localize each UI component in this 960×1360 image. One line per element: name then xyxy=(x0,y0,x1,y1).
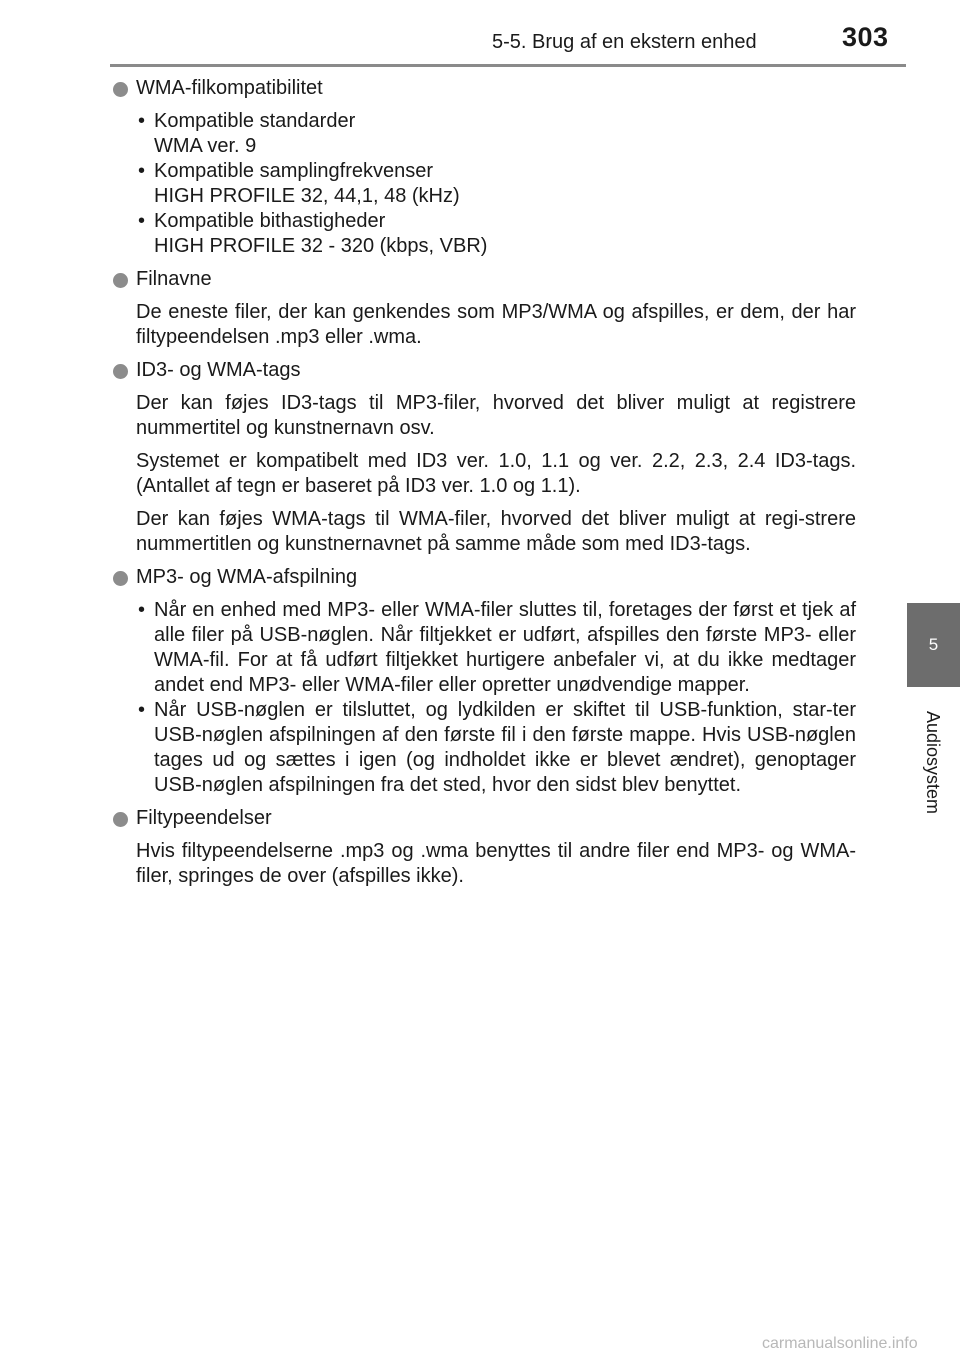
bullet-dot-icon xyxy=(113,364,128,379)
section-heading-filenames: Filnavne xyxy=(112,267,856,292)
bullet-icon: • xyxy=(138,599,146,621)
page-header xyxy=(0,0,906,62)
page-number: 303 xyxy=(842,22,889,52)
section-title: 5-5. Brug af en ekstern enhed xyxy=(492,31,757,53)
bullet-dot-icon xyxy=(113,571,128,586)
section-heading-extensions: Filtypeendelser xyxy=(112,806,856,831)
chapter-number: 5 xyxy=(928,635,939,654)
paragraph: Der kan føjes ID3-tags til MP3-filer, hvorved det bliver muligt at registrere nummertitel og kunstnernavn osv. xyxy=(136,392,856,439)
paragraph: De eneste filer, der kan genkendes som MP3/WMA og afspilles, er dem, der har filtypeendelsen .mp3 eller .wma. xyxy=(136,301,856,348)
list-item: • Kompatible bithastigheder HIGH PROFILE 32 - 320 (kbps, VBR) xyxy=(138,210,488,257)
bullet-icon: • xyxy=(138,160,146,182)
paragraph: Der kan føjes WMA-tags til WMA-filer, hvorved det bliver muligt at regi-strere nummertitlen og kunstnernavnet på samme måde som med ID3-tags. xyxy=(136,508,856,555)
list-item: • Når USB-nøglen er tilsluttet, og lydkilden er skiftet til USB-funktion, star-ter USB-nøglen afspilningen af den første fil i den første mappe. Hvis USB-nøglen tages ud og sættes i igen (og indholdet ikke er blevet ændret), genoptager USB-nøglen afspilningen fra det sted, hvor den sidst blev benyttet. xyxy=(138,699,856,796)
section-heading-playback: MP3- og WMA-afspilning xyxy=(112,565,856,590)
chapter-title: Audiosystem xyxy=(923,710,944,814)
bullet-icon: • xyxy=(138,699,146,721)
playback-list xyxy=(136,598,856,798)
list-item: • Kompatible samplingfrekvenser HIGH PROFILE 32, 44,1, 48 (kHz) xyxy=(138,160,460,207)
header-divider xyxy=(110,64,906,67)
bullet-dot-icon xyxy=(113,82,128,97)
list-item: • Når en enhed med MP3- eller WMA-filer sluttes til, foretages der først et tjek af alle filer på USB-nøglen. Når filtjekket er udført, afspilles den første MP3- eller WMA-fil. For at få udført filtjekket hurtigere anbefaler vi, at du ikke medtager andet end MP3- eller WMA-filer eller opretter unødvendige mapper. xyxy=(138,599,856,696)
section-heading-tags: ID3- og WMA-tags xyxy=(112,358,856,383)
chapter-label xyxy=(906,687,960,837)
page-content xyxy=(112,76,856,897)
bullet-icon: • xyxy=(138,110,146,132)
paragraph: Hvis filtypeendelserne .mp3 og .wma benyttes til andre filer end MP3- og WMA-filer, springes de over (afspilles ikke). xyxy=(136,840,856,887)
list-item: • Kompatible standarder WMA ver. 9 xyxy=(138,110,356,157)
watermark: carmanualsonline.info xyxy=(762,1335,918,1352)
section-heading-wma: WMA-filkompatibilitet xyxy=(112,76,856,101)
bullet-icon: • xyxy=(138,210,146,232)
chapter-tab xyxy=(907,603,960,687)
bullet-dot-icon xyxy=(113,273,128,288)
wma-spec-list xyxy=(136,109,856,259)
paragraph: Systemet er kompatibelt med ID3 ver. 1.0, 1.1 og ver. 2.2, 2.3, 2.4 ID3-tags. (Antallet af tegn er baseret på ID3 ver. 1.0 og 1.1). xyxy=(136,450,856,497)
bullet-dot-icon xyxy=(113,812,128,827)
